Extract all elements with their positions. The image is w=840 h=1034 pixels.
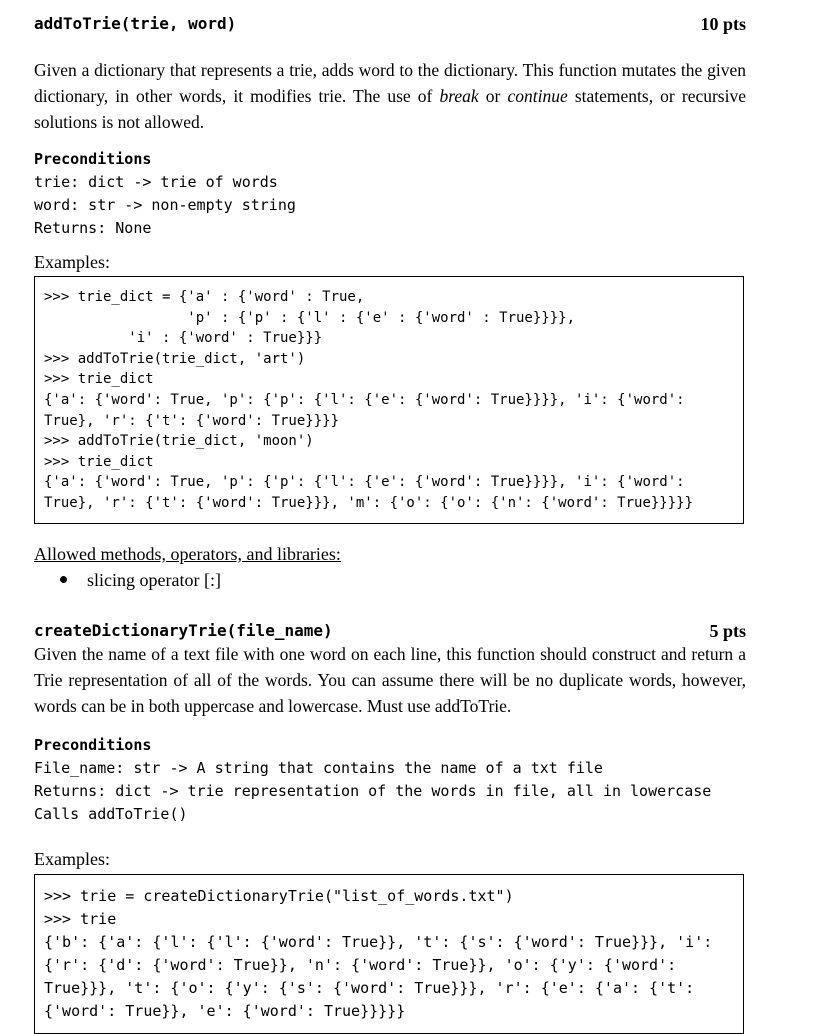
example-line: >>> trie — [44, 910, 117, 928]
example-line: {'b': {'a': {'l': {'l': {'word': True}}, 't': {'s': {'word': True}}}, 'i': — [44, 933, 713, 951]
example-line: >>> addToTrie(trie_dict, 'art') — [44, 350, 306, 367]
section2-function-name: createDictionaryTrie(file_name) — [34, 621, 333, 640]
example-line: {'a': {'word': True, 'p': {'p': {'l': {'e': {'word': True}}}}, 'i': {'word': — [44, 392, 685, 408]
section2-examples-label: Examples: — [34, 849, 110, 869]
section1-examples-label: Examples: — [34, 252, 110, 272]
section1-precondition-line: word: str -> non-empty string — [34, 196, 296, 214]
bullet-icon — [60, 576, 67, 583]
section2-precondition-line: Returns: dict -> trie representation of the words in file, all in lowercase — [34, 782, 712, 800]
example-line: >>> trie_dict — [44, 371, 154, 388]
example-line: {'r': {'d': {'word': True}}, 'n': {'word': True}}, 'o': {'y': {'word': — [44, 956, 677, 974]
allowed-item — [60, 570, 221, 591]
example-line: 'i' : {'word' : True}}} — [44, 330, 323, 347]
desc-text-2: statements, or recursive solutions is not allowed. — [34, 86, 746, 132]
example-line: {'a': {'word': True, 'p': {'p': {'l': {'e': {'word': True}}}}, 'i': {'word': — [44, 474, 685, 491]
section1-preconditions-label: Preconditions — [34, 150, 152, 168]
allowed-item-text: slicing operator [:] — [87, 570, 221, 590]
desc-or-text: or — [478, 86, 508, 106]
desc-text-1: Given a dictionary that represents a trie, adds word to the dictionary. This function mutates the given dictionary, in other words, it modifies trie. The use of — [34, 60, 746, 106]
allowed-methods-label: Allowed methods, operators, and libraries: — [34, 544, 341, 564]
section1-points: 10 pts — [700, 14, 746, 34]
example-line: True}, 'r': {'t': {'word': True}}}} — [44, 412, 340, 429]
section1-precondition-line: Returns: None — [34, 219, 152, 237]
section1-function-name: addToTrie(trie, word) — [34, 14, 237, 33]
section2-points: 5 pts — [709, 621, 746, 641]
example-line: >>> trie_dict — [44, 453, 154, 470]
section2-preconditions-label: Preconditions — [34, 736, 152, 754]
desc-continue-word: continue — [507, 86, 568, 106]
desc-break-word: break — [439, 86, 479, 106]
section2-description: Given the name of a text file with one word on each line, this function should construct and return a Trie representation of all of the words. You can assume there will be no duplicate words, however, words can be in both uppercase and lowercase. Must use addToTrie. — [34, 644, 746, 716]
section2-precondition-line: File_name: str -> A string that contains the name of a txt file — [34, 759, 603, 777]
section1-description — [34, 57, 746, 135]
section2-example-box — [34, 874, 744, 1034]
section1-example-box — [34, 276, 744, 524]
example-line: >>> trie_dict = {'a' : {'word' : True, — [44, 289, 365, 305]
example-line: True}, 'r': {'t': {'word': True}}}, 'm': {'o': {'o': {'n': {'word': True}}}}} — [44, 495, 694, 511]
section2-precondition-line: Calls addToTrie() — [34, 805, 188, 823]
example-line: {'word': True}}, 'e': {'word': True}}}}} — [44, 1002, 406, 1020]
example-line: >>> addToTrie(trie_dict, 'moon') — [44, 433, 314, 450]
section1-precondition-line: trie: dict -> trie of words — [34, 173, 278, 191]
example-line: >>> trie = createDictionaryTrie("list_of_words.txt") — [44, 887, 514, 905]
section1-header — [34, 14, 746, 38]
example-line: True}}}, 't': {'o': {'y': {'s': {'word': True}}}, 'r': {'e': {'a': {'t': — [44, 979, 695, 997]
example-line: 'p' : {'p' : {'l' : {'e' : {'word' : True}}}}, — [44, 309, 576, 326]
